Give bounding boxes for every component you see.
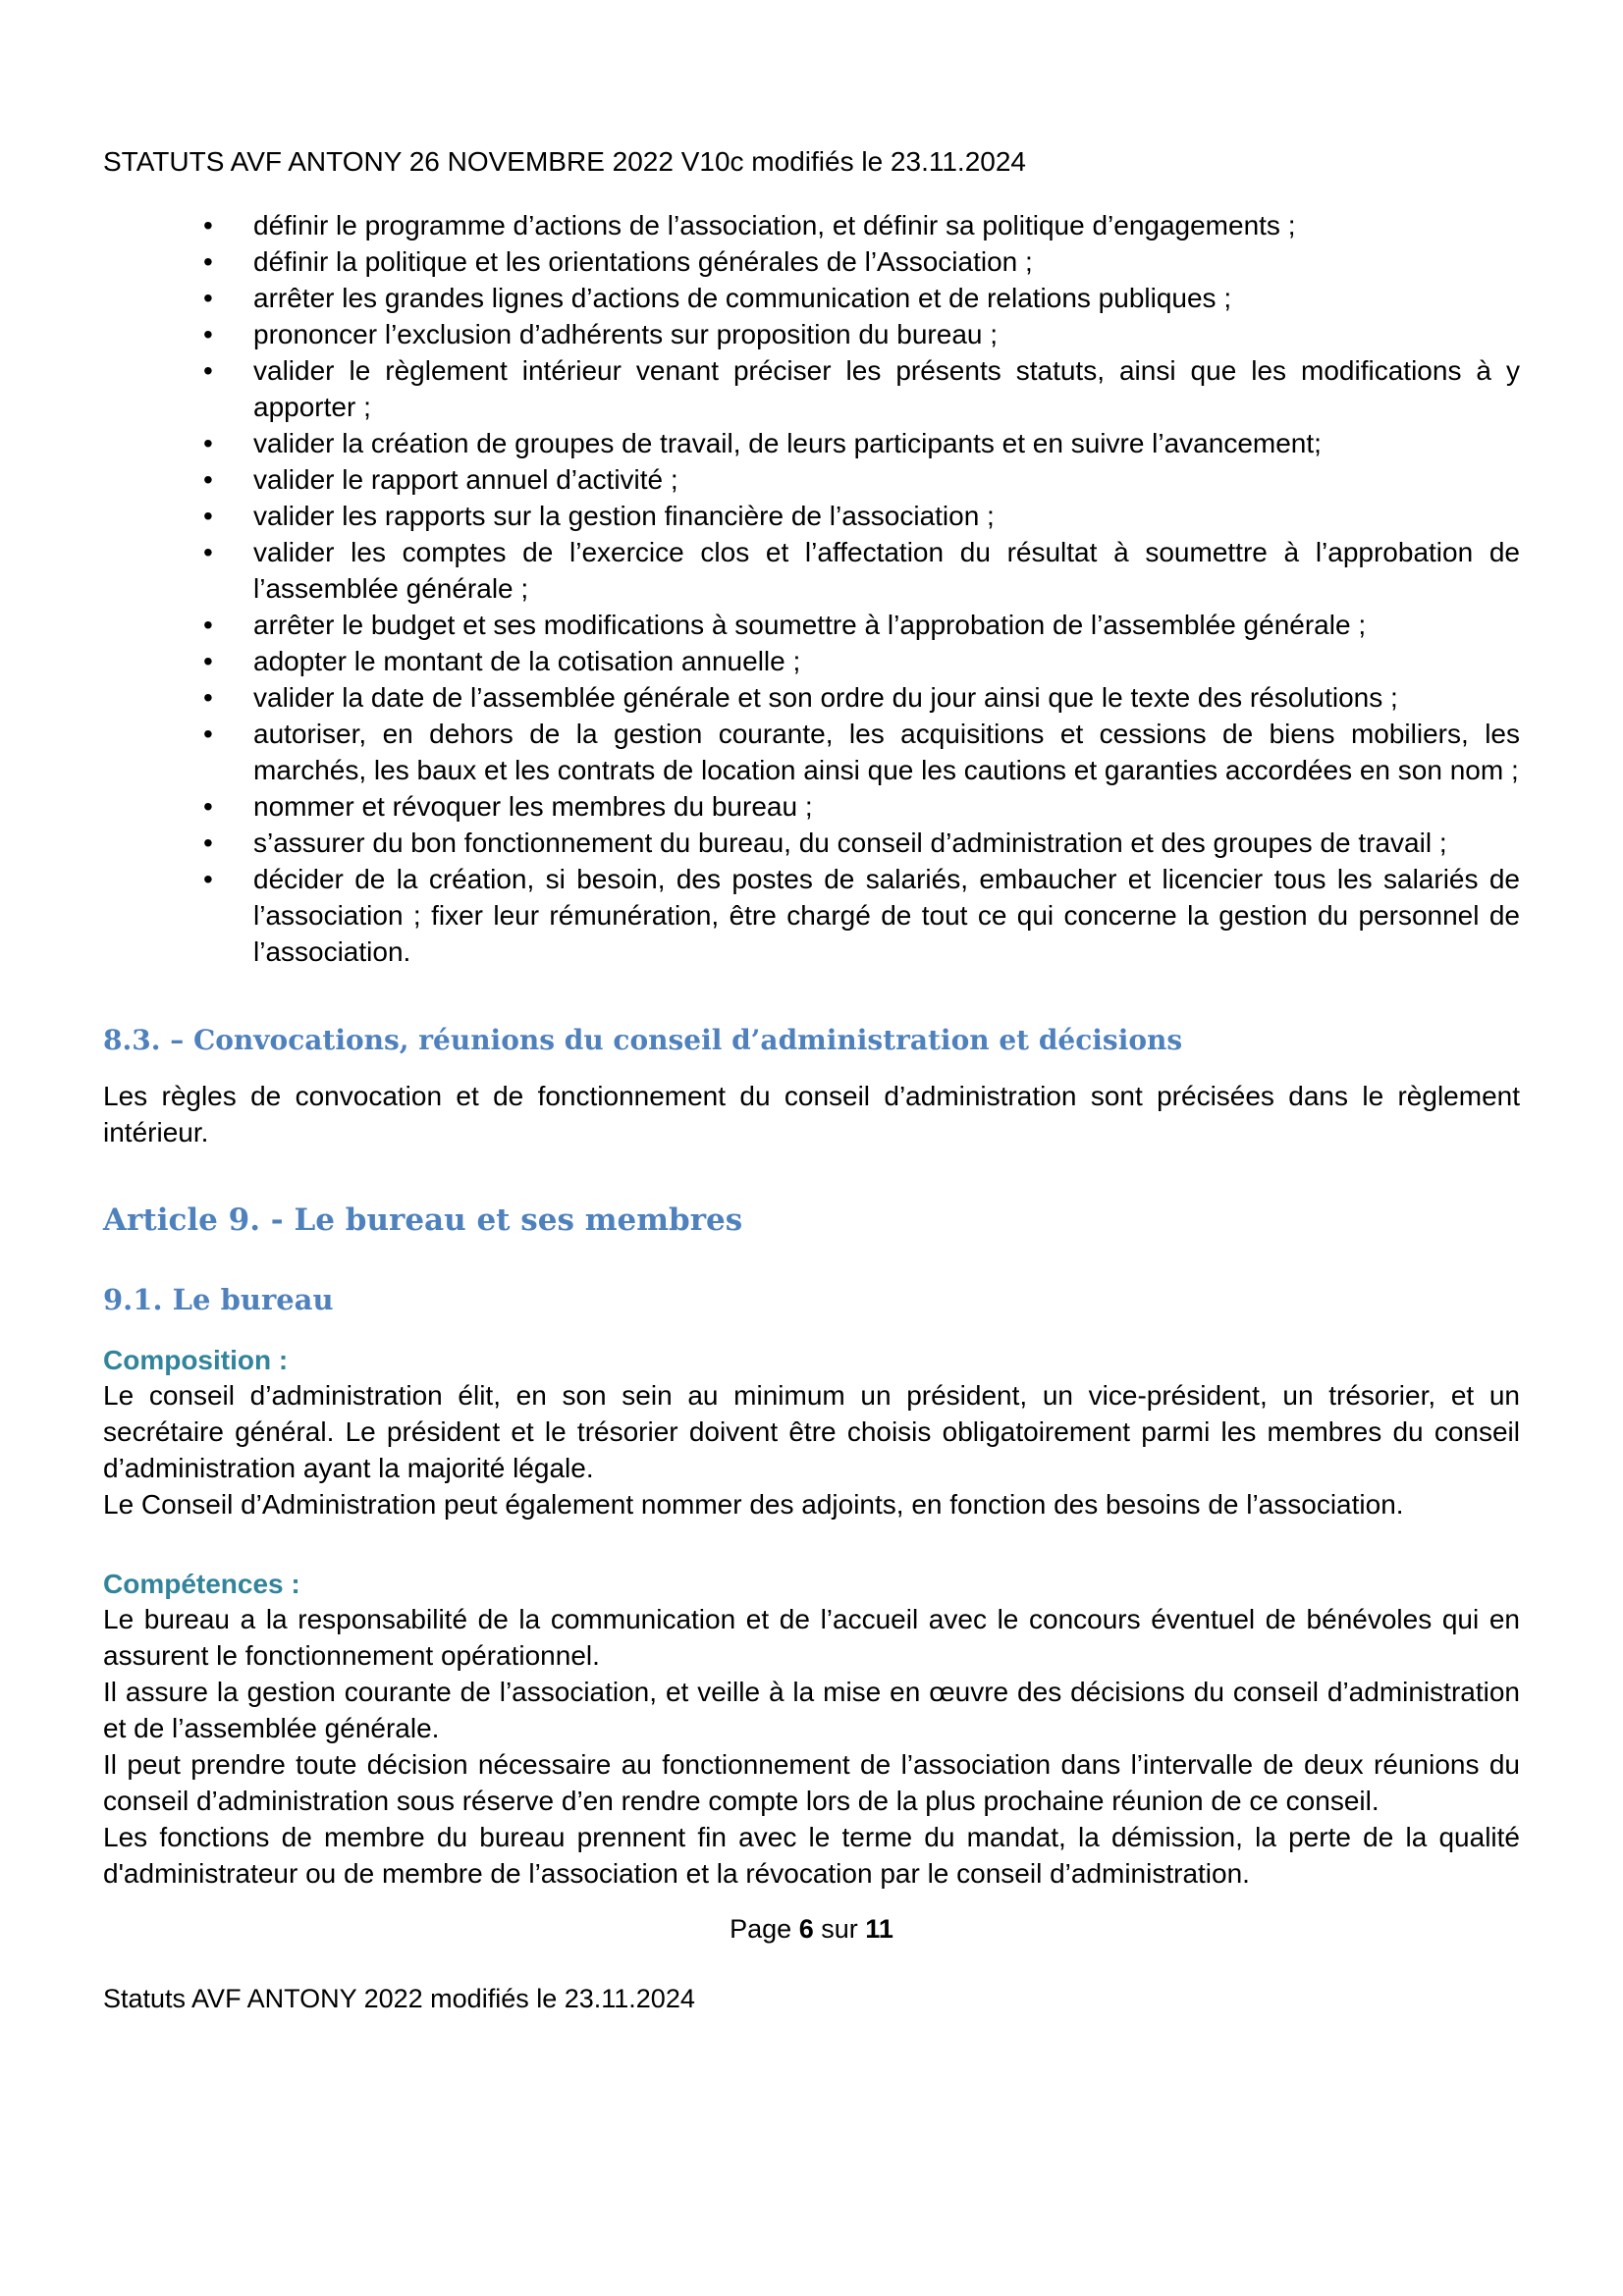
page-number-line bbox=[103, 1911, 1520, 1948]
article-9-heading: Article 9. - Le bureau et ses membres bbox=[103, 1202, 743, 1238]
page-total: 11 bbox=[865, 1914, 893, 1944]
list-item-text: autoriser, en dehors de la gestion courante, les acquisitions et cessions de biens mobiliers, les marchés, les baux et les contrats de location ainsi que les cautions et garanties accordées en son nom ; bbox=[253, 719, 1520, 785]
list-item-text: valider les comptes de l’exercice clos et l’affectation du résultat à soumettre à l’approbation de l’assemblée générale ; bbox=[253, 537, 1520, 604]
list-item bbox=[103, 207, 1520, 243]
list-item-text: décider de la création, si besoin, des postes de salariés, embaucher et licencier tous les salariés de l’association ; fixer leur rémunération, être chargé de tout ce qui concerne la gestion du personnel de l’association. bbox=[253, 864, 1520, 967]
list-item bbox=[103, 352, 1520, 425]
composition-paragraph: Le Conseil d’Administration peut également nommer des adjoints, en fonction des besoins de l’association. bbox=[103, 1489, 1404, 1520]
list-item-text: valider la création de groupes de travail, de leurs participants et en suivre l’avancement; bbox=[253, 428, 1322, 458]
list-item bbox=[103, 788, 1520, 825]
list-item bbox=[103, 316, 1520, 352]
list-item bbox=[103, 861, 1520, 970]
list-item-text: s’assurer du bon fonctionnement du bureau, du conseil d’administration et des groupes de travail ; bbox=[253, 828, 1447, 858]
list-item bbox=[103, 425, 1520, 461]
list-item-text: valider les rapports sur la gestion financière de l’association ; bbox=[253, 501, 995, 531]
list-item-text: valider le rapport annuel d’activité ; bbox=[253, 464, 678, 495]
list-item-text: valider la date de l’assemblée générale et son ordre du jour ainsi que le texte des résolutions ; bbox=[253, 682, 1398, 713]
bullet-icon: • bbox=[203, 791, 213, 822]
competences-paragraph: Il peut prendre toute décision nécessaire au fonctionnement de l’association dans l’intervalle de deux réunions du conseil d’administration sous réserve d’en rendre compte lors de la plus prochaine réunion de ce conseil. bbox=[103, 1749, 1520, 1816]
board-powers-list bbox=[103, 207, 1520, 970]
list-item bbox=[103, 243, 1520, 280]
list-item bbox=[103, 643, 1520, 679]
list-item bbox=[103, 280, 1520, 316]
competences-heading: Compétences : bbox=[103, 1569, 300, 1599]
competences-paragraph: Le bureau a la responsabilité de la communication et de l’accueil avec le concours éventuel de bénévoles qui en assurent le fonctionnement opérationnel. bbox=[103, 1604, 1520, 1671]
list-item bbox=[103, 825, 1520, 861]
section-8-3-paragraph: Les règles de convocation et de fonctionnement du conseil d’administration sont précisées dans le règlement intérieur. bbox=[103, 1081, 1520, 1148]
list-item-text: arrêter les grandes lignes d’actions de communication et de relations publiques ; bbox=[253, 283, 1232, 313]
bullet-icon: • bbox=[203, 719, 213, 749]
list-item bbox=[103, 607, 1520, 643]
page-word: Page bbox=[730, 1914, 792, 1944]
bullet-icon: • bbox=[203, 319, 213, 349]
list-item-text: prononcer l’exclusion d’adhérents sur proposition du bureau ; bbox=[253, 319, 999, 349]
section-8-3-heading: 8.3. – Convocations, réunions du conseil d’administration et décisions bbox=[103, 1024, 1183, 1056]
list-item bbox=[103, 716, 1520, 788]
document-header-title: STATUTS AVF ANTONY 26 NOVEMBRE 2022 V10c modifiés le 23.11.2024 bbox=[103, 146, 1026, 177]
section-9-1-heading: 9.1. Le bureau bbox=[103, 1283, 334, 1316]
composition-heading: Composition : bbox=[103, 1345, 289, 1375]
bullet-icon: • bbox=[203, 464, 213, 495]
page-number: 6 bbox=[798, 1914, 814, 1944]
competences-paragraph: Il assure la gestion courante de l’association, et veille à la mise en œuvre des décisions du conseil d’administration et de l’assemblée générale. bbox=[103, 1677, 1520, 1743]
bullet-icon: • bbox=[203, 355, 213, 386]
sur-word: sur bbox=[821, 1914, 858, 1944]
bullet-icon: • bbox=[203, 210, 213, 240]
list-item bbox=[103, 679, 1520, 716]
document-footer-title: Statuts AVF ANTONY 2022 modifiés le 23.11.2024 bbox=[103, 1984, 695, 2013]
bullet-icon: • bbox=[203, 828, 213, 858]
list-item bbox=[103, 498, 1520, 534]
bullet-icon: • bbox=[203, 283, 213, 313]
composition-paragraph: Le conseil d’administration élit, en son sein au minimum un président, un vice-président, un trésorier, et un secrétaire général. Le président et le trésorier doivent être choisis obligatoirement parmi les membres du conseil d’administration ayant la majorité légale. bbox=[103, 1380, 1520, 1483]
bullet-icon: • bbox=[203, 646, 213, 676]
bullet-icon: • bbox=[203, 537, 213, 567]
bullet-icon: • bbox=[203, 428, 213, 458]
list-item bbox=[103, 461, 1520, 498]
bullet-icon: • bbox=[203, 864, 213, 894]
list-item bbox=[103, 534, 1520, 607]
list-item-text: arrêter le budget et ses modifications à soumettre à l’approbation de l’assemblée générale ; bbox=[253, 610, 1367, 640]
list-item-text: définir la politique et les orientations générales de l’Association ; bbox=[253, 246, 1033, 277]
bullet-icon: • bbox=[203, 682, 213, 713]
list-item-text: valider le règlement intérieur venant préciser les présents statuts, ainsi que les modifications à y apporter ; bbox=[253, 355, 1520, 422]
bullet-icon: • bbox=[203, 610, 213, 640]
competences-paragraph: Les fonctions de membre du bureau prennent fin avec le terme du mandat, la démission, la perte de la qualité d'administrateur ou de membre de l’association et la révocation par le conseil d’administration. bbox=[103, 1822, 1520, 1889]
list-item-text: adopter le montant de la cotisation annuelle ; bbox=[253, 646, 801, 676]
bullet-icon: • bbox=[203, 501, 213, 531]
list-item-text: nommer et révoquer les membres du bureau ; bbox=[253, 791, 813, 822]
bullet-icon: • bbox=[203, 246, 213, 277]
list-item-text: définir le programme d’actions de l’association, et définir sa politique d’engagements ; bbox=[253, 210, 1296, 240]
